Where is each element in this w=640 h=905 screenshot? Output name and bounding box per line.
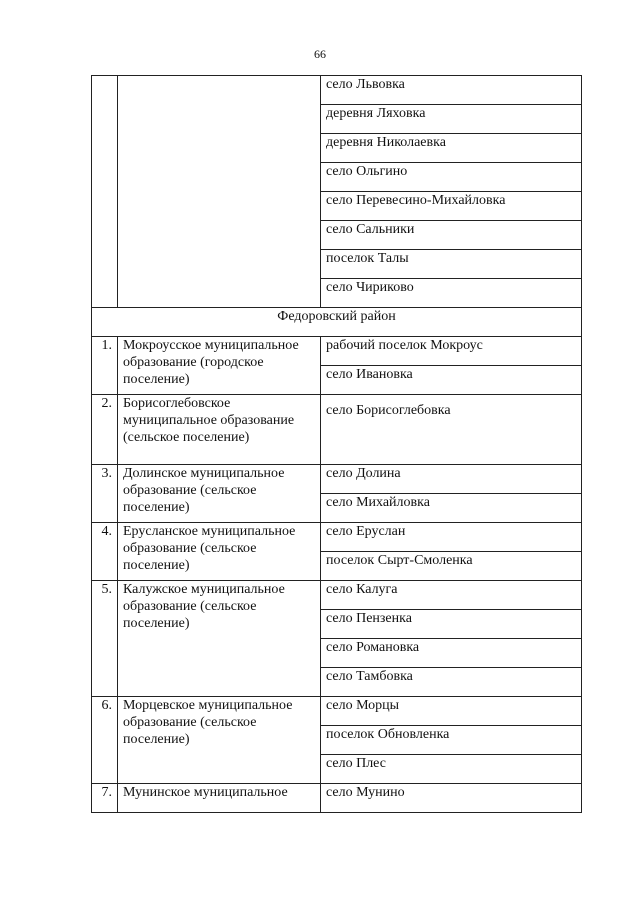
settlement-cell: село Сальники — [321, 221, 582, 250]
table-row — [92, 395, 582, 465]
municipality-name: Еруcланское муниципальное образование (сельское поселение) — [118, 523, 321, 581]
district-title: Федоровский район — [92, 308, 582, 337]
municipality-name: Мокроусское муниципальное образование (городское поселение) — [118, 337, 321, 395]
row-number: 4. — [92, 523, 118, 581]
table-row — [92, 465, 582, 494]
page-number: 66 — [314, 47, 326, 61]
row-number: 1. — [92, 337, 118, 395]
table-row — [92, 697, 582, 726]
municipality-name: Борисоглебовское муниципальное образование (сельское поселение) — [118, 395, 321, 465]
row-number: 5. — [92, 581, 118, 697]
municipality-name: Мунинское муниципальное — [118, 784, 321, 813]
settlement-cell: поселок Обновленка — [321, 726, 582, 755]
settlement-cell: село Долина — [321, 465, 582, 494]
row-number: 3. — [92, 465, 118, 523]
settlement-cell: село Перевесино-Михайловка — [321, 192, 582, 221]
settlements-table — [91, 75, 582, 813]
municipality-name: Морцевское муниципальное образование (сельское поселение) — [118, 697, 321, 784]
table-row — [92, 784, 582, 813]
settlement-cell: рабочий поселок Мокроус — [321, 337, 582, 366]
settlement-cell: село Чириково — [321, 279, 582, 308]
settlement-cell: село Еруслан — [321, 523, 582, 552]
table-row — [92, 76, 582, 105]
table-row — [92, 337, 582, 366]
settlement-cell: село Ольгино — [321, 163, 582, 192]
settlement-cell: село Львовка — [321, 76, 582, 105]
district-row — [92, 308, 582, 337]
settlement-cell: деревня Ляховка — [321, 105, 582, 134]
table-row — [92, 581, 582, 610]
settlement-cell: поселок Талы — [321, 250, 582, 279]
settlement-cell: село Тамбовка — [321, 668, 582, 697]
settlement-cell: поселок Сырт-Смоленка — [321, 552, 582, 581]
settlement-cell: село Ивановка — [321, 366, 582, 395]
settlement-cell: село Пензенка — [321, 610, 582, 639]
municipality-name: Калужское муниципальное образование (сельское поселение) — [118, 581, 321, 697]
settlement-cell: село Борисоглебовка — [321, 395, 582, 465]
settlement-cell: село Калуга — [321, 581, 582, 610]
row-number: 2. — [92, 395, 118, 465]
row-number: 7. — [92, 784, 118, 813]
settlement-cell: деревня Николаевка — [321, 134, 582, 163]
settlement-cell: село Мунино — [321, 784, 582, 813]
settlement-cell: село Плес — [321, 755, 582, 784]
row-number: 6. — [92, 697, 118, 784]
row-number-cell — [92, 76, 118, 308]
settlement-cell: село Михайловка — [321, 494, 582, 523]
settlement-cell: село Романовка — [321, 639, 582, 668]
table-row — [92, 523, 582, 552]
settlement-cell: село Морцы — [321, 697, 582, 726]
municipality-cell — [118, 76, 321, 308]
municipality-name: Долинское муниципальное образование (сельское поселение) — [118, 465, 321, 523]
